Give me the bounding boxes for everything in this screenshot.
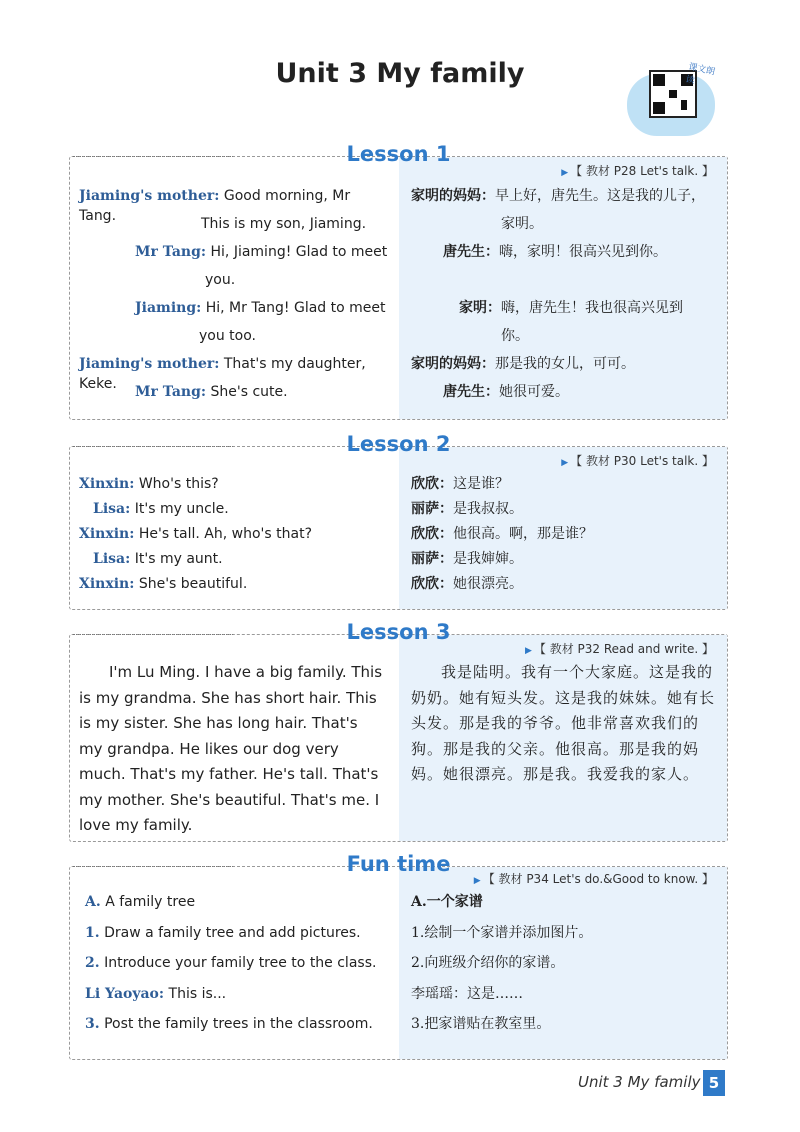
lesson-1-section [69, 140, 728, 420]
dialog-line-cont: you. [205, 272, 236, 288]
translation-line: 欣欣：她很漂亮。 [411, 576, 523, 592]
fun-time-section [69, 850, 728, 1060]
activity-line: 1. Draw a family tree and add pictures. [85, 925, 361, 941]
translation-line: 2.向班级介绍你的家谱。 [411, 955, 565, 971]
translation-line: 唐先生：嗨，家明！很高兴见到你。 [443, 244, 667, 260]
translation-line: 李瑶瑶：这是…… [411, 986, 523, 1002]
lesson-3-section [69, 618, 728, 842]
dialog-line-cont: you too. [199, 328, 256, 344]
translation-line: 1.绘制一个家谱并添加图片。 [411, 925, 593, 941]
reading-passage: I'm Lu Ming. I have a big family. This is my grandma. She has short hair. This is my sister. She has long hair. That's my grandpa. He likes our dog very much. That's my father. He's tall. That's my mother. She's beautiful. That's me. I love my family. [79, 663, 383, 834]
translation-line-cont: 家明。 [501, 216, 543, 232]
dialog-line-cont: This is my son, Jiaming. [201, 216, 367, 232]
lesson-2-section [69, 430, 728, 610]
lesson-title: Lesson 2 [346, 432, 451, 456]
activity-line: A. A family tree [85, 894, 196, 910]
dialog-line: Jiaming's mother: Good morning, Mr Tang. [79, 188, 351, 224]
lesson-title: Lesson 1 [346, 142, 451, 166]
qr-tag: 课文朗读 [684, 62, 716, 87]
dialog-line: Lisa: It's my aunt. [93, 551, 223, 567]
dialog-line: Xinxin: She's beautiful. [79, 576, 248, 592]
translation-line: 3.把家谱贴在教室里。 [411, 1016, 551, 1032]
lesson-title: Lesson 3 [346, 620, 451, 644]
page-number: 5 [703, 1070, 725, 1096]
translation-line: 丽萨：是我婶婶。 [411, 551, 523, 567]
translation-line-cont: 你。 [501, 328, 529, 344]
translation-line: 丽萨：是我叔叔。 [411, 501, 523, 517]
dialog-line: Mr Tang: Hi, Jiaming! Glad to meet [135, 244, 388, 260]
translation-line: 家明：嗨，唐先生！我也很高兴见到 [459, 300, 683, 316]
unit-title: Unit 3 My family [275, 58, 525, 89]
activity-line: 3. Post the family trees in the classroom. [85, 1016, 373, 1032]
translation-line: A.一个家谱 [411, 894, 483, 910]
dialog-line: Lisa: It's my uncle. [93, 501, 229, 517]
activity-line: Li Yaoyao: This is... [85, 986, 227, 1002]
dialog-line: Xinxin: He's tall. Ah, who's that? [79, 526, 313, 542]
translation-line: 欣欣：他很高。啊，那是谁？ [411, 526, 593, 542]
dialog-line: Mr Tang: She's cute. [135, 384, 288, 400]
activity-line: 2. Introduce your family tree to the class. [85, 955, 377, 971]
textbook-ref: ▶ 【 教材 P28 Let's talk. 】 [561, 164, 714, 178]
qr-code-badge[interactable] [627, 64, 717, 144]
textbook-ref: ▶ 【 教材 P32 Read and write. 】 [524, 642, 714, 656]
textbook-ref: ▶ 【 教材 P30 Let's talk. 】 [561, 454, 714, 468]
translation-line: 家明的妈妈：早上好，唐先生。这是我的儿子， [411, 188, 705, 204]
translation-line: 欣欣：这是谁？ [411, 476, 509, 492]
lesson-title: Fun time [346, 852, 451, 876]
translation-line: 唐先生：她很可爱。 [443, 384, 569, 400]
textbook-ref: ▶ 【 教材 P34 Let's do.&Good to know. 】 [473, 872, 714, 886]
footer-unit-label: Unit 3 My family [578, 1073, 701, 1091]
dialog-line: Jiaming's mother: That's my daughter, Keke. [79, 356, 366, 392]
dialog-line: Xinxin: Who's this? [79, 476, 219, 492]
translation-line: 家明的妈妈：那是我的女儿，可可。 [411, 356, 635, 372]
dialog-line: Jiaming: Hi, Mr Tang! Glad to meet [135, 300, 386, 316]
reading-translation: 我是陆明。我有一个大家庭。这是我的奶奶。她有短头发。这是我的妹妹。她有长头发。那是我的爷爷。他非常喜欢我们的狗。那是我的父亲。他很高。那是我的妈妈。她很漂亮。那是我。我爱我的家人。 [411, 663, 716, 783]
